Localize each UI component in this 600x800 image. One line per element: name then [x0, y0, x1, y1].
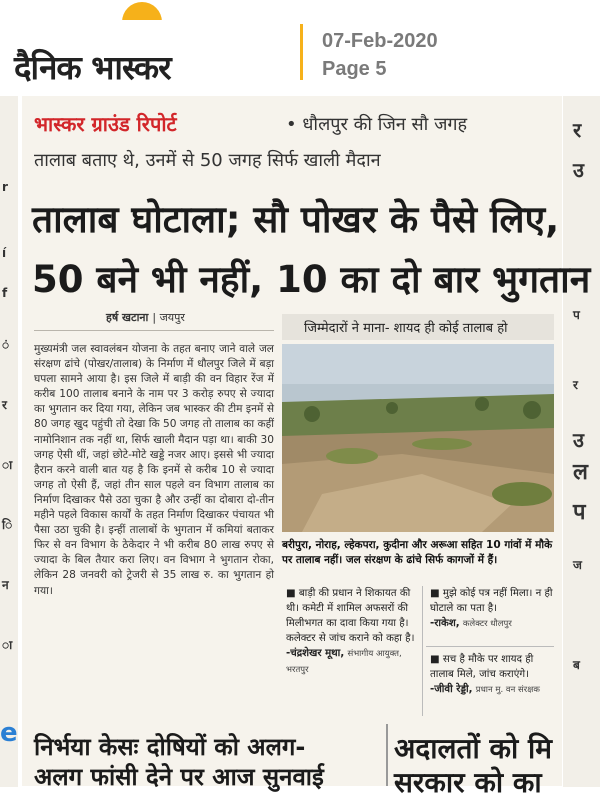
quote-commissioner-role: संभागीय आयुक्त, भरतपुर — [286, 649, 402, 675]
quotes-divider — [422, 586, 423, 716]
masthead — [0, 0, 600, 92]
byline-city: | जयपुर — [152, 311, 185, 324]
quote-commissioner-text: ■ बाड़ी की प्रधान ने शिकायत की थी। कमेटी में शामिल अफसरों की मिलीभगत का दावा किया गया है। कलेक्टर से जांच कराने को कहा है। — [286, 588, 415, 644]
right-neighbor-clip: र उ प र उ ल प ज ब — [563, 96, 600, 787]
quote-collector-sig: -राकेश, — [430, 618, 460, 629]
next-headline-right-1: अदालतों को मि — [394, 732, 552, 765]
quote-forest-role: प्रधान मु. वन संरक्षक — [475, 685, 540, 695]
article-body: मुख्यमंत्री जल स्वावलंबन योजना के तहत बनाए जाने वाले जल संरक्षण ढांचे (पोखर/तालाब) के निर्माण में धौलपुर जिले में बड़ा घपला सामने आया है। इस जिले में बाड़ी की वन विहार रेंज में करीब 100 तालाब बनाने के नाम पर 3 करोड़ रुपए से ज्यादा का भुगतान कर दिया गया, लेकिन जब भास्कर की टीम इनमें से 80 जगह खुद पहुंची तो देखा कि 50 जगह तो तालाब का कहीं नामोनिशान तक नहीं था, सिर्फ खाली मैदान पड़ा था। बाकी 30 जगह ऐसी थीं, जहां छोटे-मोटे खड्डे नजर आए। इससे भी ज्यादा हैरान करने वाली बात यह है कि इनमें से करीब 10 से ज्यादा जगह तो ऐसी हैं, जहां तीन साल पहले वन विभाग तालाब का निर्माण दिखाकर पैसे उठा चुका है और उन्हीं का दोबारा दो-तीन महीने पहले विकास कार्यों के तहत निर्माण दिखाकर पंचायत भी पैसा उठा चुकी है। इन्हीं तालाबों के भुगतान में कमियां बताकर फिर से वन विभाग के ठेकेदार ने भी करीब 80 लाख रुपए से ज्यादा के बिल तैयार करा लिए। वन विभाग ने भुगतान रोका, लेकिन 28 जनवरी को ट्रेजरी से 35 लाख रु. का भुगतान हो गया। — [34, 343, 274, 597]
quote-collector — [430, 586, 558, 632]
quote-collector-text: ■ मुझे कोई पत्र नहीं मिला। न ही घोटाले का पता है। — [430, 588, 553, 614]
next-headline-left-2: अलग फांसी देने पर आज सुनवाई — [34, 763, 324, 791]
next-headline-left-1: निर्भया केसः दोषियों को अलग- — [34, 733, 306, 761]
byline-rule — [34, 330, 274, 331]
next-headline-right — [394, 732, 564, 800]
masthead-divider — [300, 24, 303, 80]
headline-line-2: 50 बने भी नहीं, 10 का दो बार भुगतान — [32, 258, 591, 301]
deck-line-1: • धौलपुर की जिन सौ जगह — [286, 114, 468, 135]
sun-logo-icon — [122, 2, 162, 42]
photo-title-bar — [282, 314, 554, 340]
byline-name: हर्ष खटाना — [106, 311, 149, 324]
next-headline-left — [34, 732, 324, 792]
deck-line-2: तालाब बताए थे, उनमें से 50 जगह सिर्फ खाली मैदान — [34, 150, 381, 171]
quote-commissioner-sig: -चंद्रशेखर मूथा, — [286, 648, 345, 659]
quote-collector-role: कलेक्टर धौलपुर — [462, 619, 512, 629]
quote-commissioner — [286, 586, 418, 678]
edition-page: Page 5 — [322, 58, 387, 80]
photo-caption: बरीपुरा, नोराह, ल्हेकपरा, कुदीना और अरूआ सहित 10 गांवों में मौके पर तालाब नहीं। जल संरक्षण के ढांचे सिर्फ कागजों में हैं। — [282, 539, 553, 566]
photo-title: जिम्मेदारों ने माना- शायद ही कोई तालाब हो — [304, 321, 508, 336]
left-neighbor-clip: r í f ं र ा ि न ा — [0, 96, 18, 787]
quote-forest-sig: -जीवी रेड्डी, — [430, 684, 473, 695]
field-photo — [282, 344, 554, 532]
bottom-divider — [386, 724, 388, 786]
headline-line-1: तालाब घोटाला; सौ पोखर के पैसे लिए, — [32, 198, 560, 241]
byline — [106, 310, 185, 325]
edition-date: 07-Feb-2020 — [322, 30, 438, 52]
brand-logo: दैनिक भास्कर — [14, 48, 171, 87]
quotes-hdivider — [426, 646, 554, 647]
left-edge-fragment: e — [0, 718, 18, 748]
quote-forest-text: ■ सच है मौके पर शायद ही तालाब मिले, जांच कराएंगे। — [430, 654, 534, 680]
quote-forest-officer — [430, 652, 558, 698]
report-kicker: भास्कर ग्राउंड रिपोर्ट — [34, 112, 177, 136]
next-headline-right-2: सरकार को का — [394, 766, 542, 799]
